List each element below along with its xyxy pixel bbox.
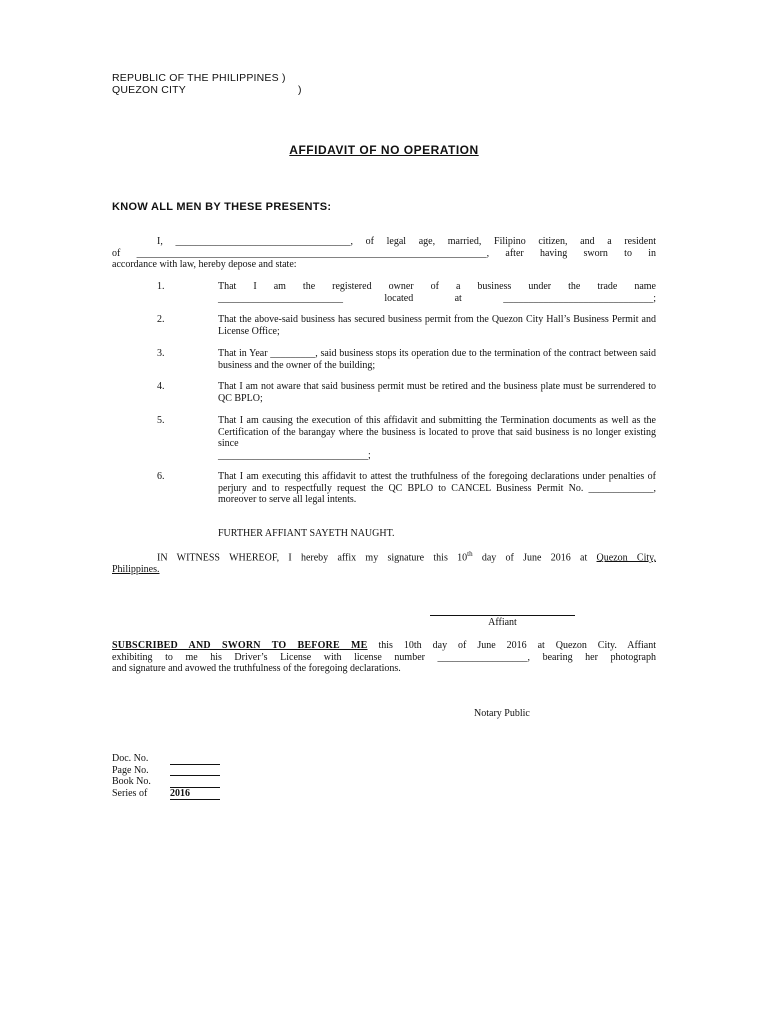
affiant-signature-line [430,615,575,616]
subscribed-heading: SUBSCRIBED AND SWORN TO BEFORE ME [112,640,368,651]
address-blank: ______________________________________________________________________ [136,247,487,259]
notarial-register [112,753,220,800]
trade-name-blank: _________________________ [218,292,343,304]
book-no-row: Book No. [112,776,220,788]
document-title: AFFIDAVIT OF NO OPERATION [289,143,479,157]
subscribed-paragraph: SUBSCRIBED AND SWORN TO BEFORE ME this 10th day of June 2016 at Quezon City. Affiant exhibiting to me his Driver’s License with license number __________________, bearing her photograph and signature and avowed the truthfulness of the foregoing declarations. [112,640,656,674]
name-blank: ___________________________________ [175,236,351,247]
header-city: QUEZON CITY [112,84,186,96]
item-number: 1. [157,281,165,292]
location-blank: ______________________________ [503,292,654,304]
witness-place-country: Philippines. [112,563,160,575]
series-year: 2016 [170,788,220,801]
doc-no-row: Doc. No. [112,753,220,765]
witness-place: Quezon City, [596,552,656,564]
page-no-blank [170,766,220,776]
witness-paragraph: IN WITNESS WHEREOF, I hereby affix my signature this 10th day of June 2016 at Quezon City, Philippines. [112,550,656,575]
page-no-row: Page No. [112,765,220,777]
item-2-text: That the above-said business has secured business permit from the Quezon City Hall’s Business Permit and License Office; [218,314,656,337]
item-number: 2. [157,314,165,325]
jurisdiction-header [112,72,302,96]
further-affiant: FURTHER AFFIANT SAYETH NAUGHT. [218,528,395,539]
header-republic: REPUBLIC OF THE PHILIPPINES ) [112,72,286,84]
item-number: 6. [157,471,165,482]
intro-paragraph [112,236,656,271]
item-number: 3. [157,348,165,359]
book-no-blank [170,778,220,788]
intro-line-2: of ______________________________________________________________________, after having sworn to in [112,247,656,259]
item-6-text: That I am executing this affidavit to attest the truthfulness of the foregoing declarations under penalties of perjury and to respectfully request the QC BPLO to CANCEL Business Permit No. _____________, moreover to serve all legal intents. [218,471,656,505]
intro-line-1: I, ___________________________________, of legal age, married, Filipino citizen, and a resident [157,236,656,247]
header-city-line [112,84,302,96]
item-5-text: That I am causing the execution of this affidavit and submitting the Termination documents as well as the Certification of the barangay where the business is located to prove that said business is no longer existing since ______________________________; [218,415,656,461]
affiant-label: Affiant [488,617,517,628]
item-1-text: That I am the registered owner of a business under the trade name _________________________ located at ______________________________; [218,281,656,304]
item-number: 5. [157,415,165,426]
item-3-text: That in Year _________, said business stops its operation due to the termination of the contract between said business and the owner of the building; [218,348,656,371]
header-paren: ) [298,84,302,96]
item-number: 4. [157,381,165,392]
series-row: Series of 2016 [112,788,220,801]
item-4-text: That I am not aware that said business permit must be retired and the business plate must be surrendered to QC BPLO; [218,381,656,404]
know-all-heading: KNOW ALL MEN BY THESE PRESENTS: [112,201,332,213]
intro-line-3: accordance with law, hereby depose and state: [112,259,297,270]
since-blank: ______________________________; [218,449,371,461]
doc-no-blank [170,755,220,765]
notary-public-label: Notary Public [474,708,530,719]
